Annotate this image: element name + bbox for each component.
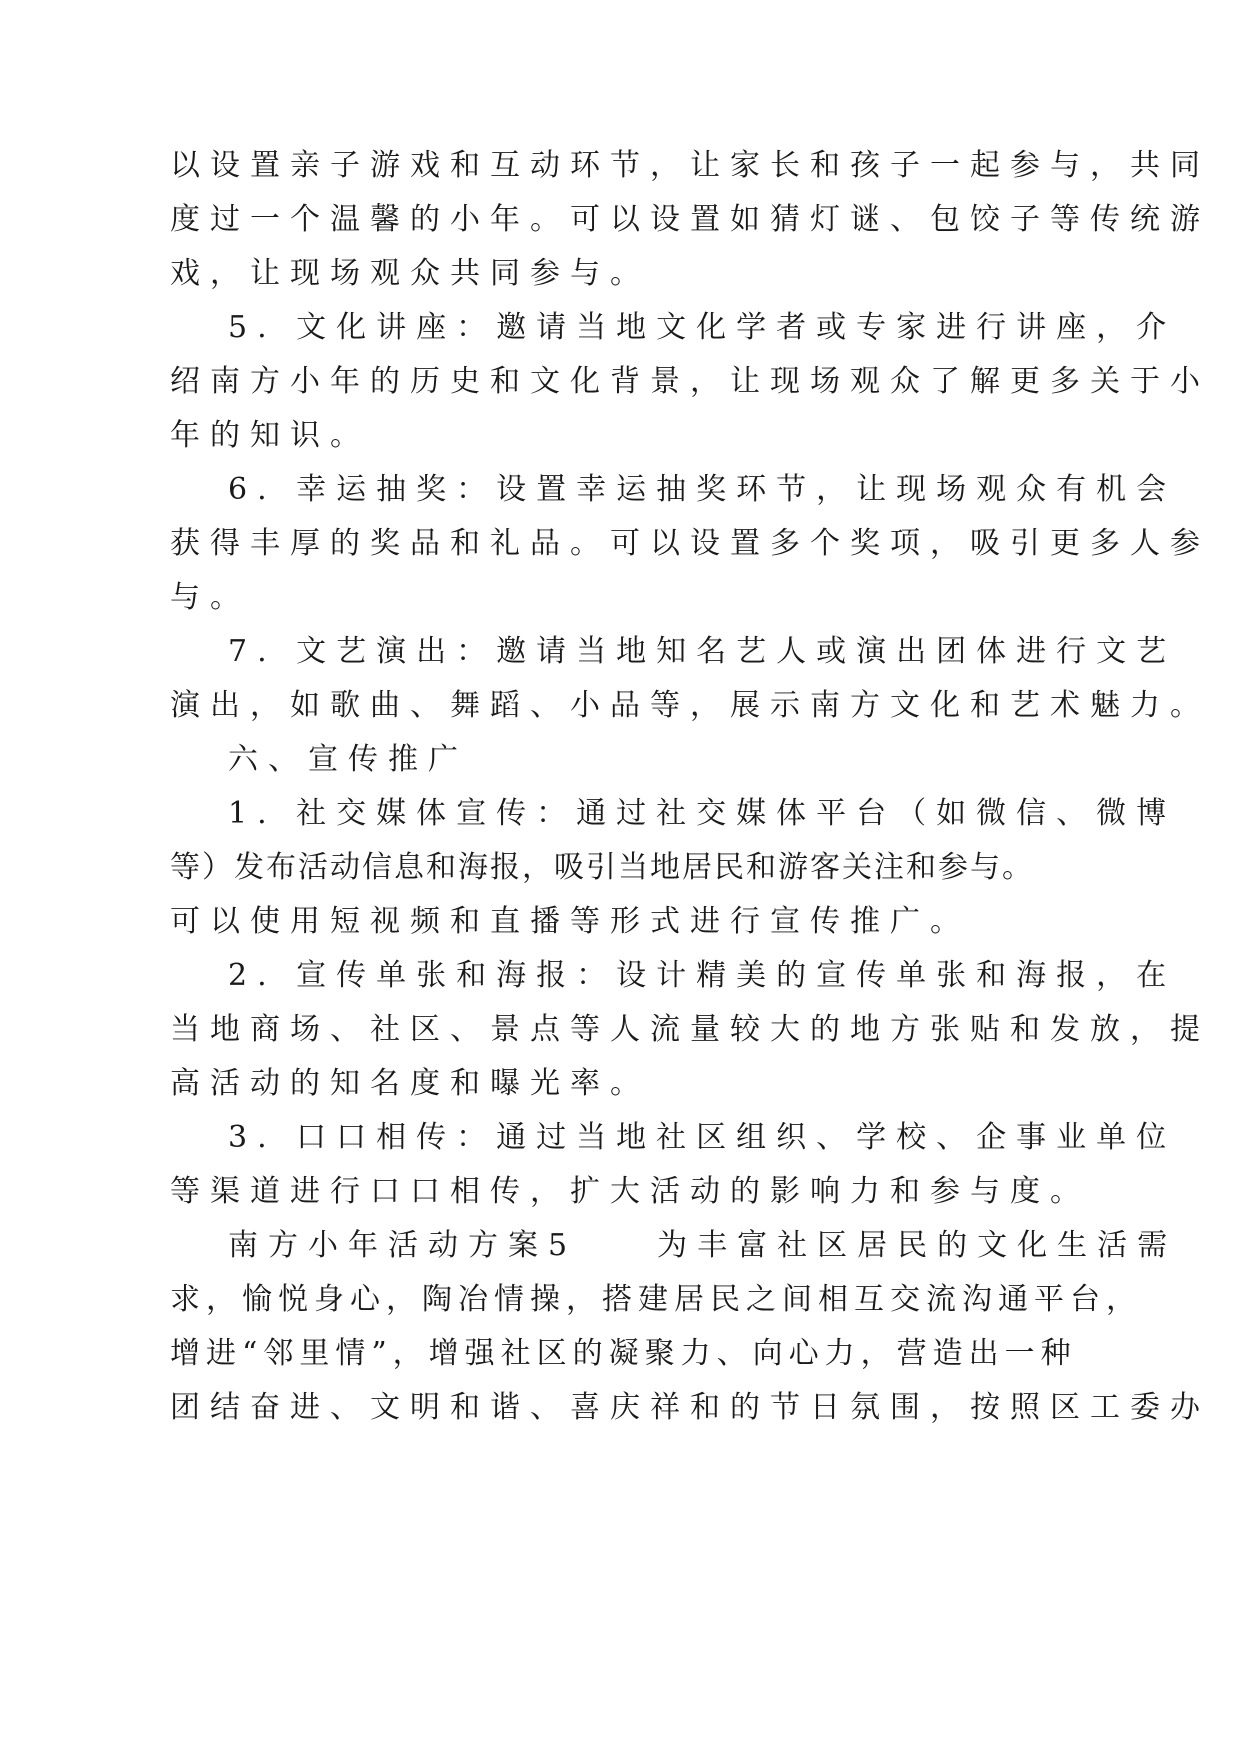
list-item-text-line: 5. 文化讲座：邀请当地文化学者或专家进行讲座，介 <box>228 310 1177 345</box>
text-line: 以设置亲子游戏和互动环节，让家长和孩子一起参与，共同 <box>170 148 1210 183</box>
text-line: 等渠道进行口口相传，扩大活动的影响力和参与度。 <box>170 1174 1090 1209</box>
text-line: 度过一个温馨的小年。可以设置如猜灯谜、包饺子等传统游 <box>170 202 1210 237</box>
text-line: 等）发布活动信息和海报，吸引当地居民和游客关注和参与。 <box>170 850 1034 885</box>
text-line: 获得丰厚的奖品和礼品。可以设置多个奖项，吸引更多人参 <box>170 526 1210 561</box>
list-item-text-line: 1. 社交媒体宣传：通过社交媒体平台（如微信、微博 <box>228 796 1177 831</box>
text-line: 绍南方小年的历史和文化背景，让现场观众了解更多关于小 <box>170 364 1210 399</box>
list-item-text-line: 7. 文艺演出：邀请当地知名艺人或演出团体进行文艺 <box>228 634 1177 669</box>
list-item-text-line: 2. 宣传单张和海报：设计精美的宣传单张和海报，在 <box>228 958 1177 993</box>
text-line: 高活动的知名度和曝光率。 <box>170 1066 650 1101</box>
section-heading: 六、宣传推广 <box>228 742 468 777</box>
text-line: 求，愉悦身心，陶冶情操，搭建居民之间相互交流沟通平台， <box>170 1282 1142 1317</box>
list-item-text-line: 3. 口口相传：通过当地社区组织、学校、企事业单位 <box>228 1120 1177 1155</box>
text-line: 团结奋进、文明和谐、喜庆祥和的节日氛围，按照区工委办 <box>170 1390 1210 1425</box>
text-line: 戏，让现场观众共同参与。 <box>170 256 650 291</box>
text-line: 演出，如歌曲、舞蹈、小品等，展示南方文化和艺术魅力。 <box>170 688 1210 723</box>
text-line: 与。 <box>170 580 250 615</box>
text-line: 年的知识。 <box>170 418 370 453</box>
text-line: 当地商场、社区、景点等人流量较大的地方张贴和发放，提 <box>170 1012 1210 1047</box>
text-line: 可以使用短视频和直播等形式进行宣传推广。 <box>170 904 970 939</box>
text-line: 增进“邻里情”，增强社区的凝聚力、向心力，营造出一种 <box>170 1336 1077 1371</box>
list-item-text-line: 6. 幸运抽奖：设置幸运抽奖环节，让现场观众有机会 <box>228 472 1177 507</box>
section-title-line: 南方小年活动方案5 为丰富社区居民的文化生活需 <box>228 1228 1178 1263</box>
